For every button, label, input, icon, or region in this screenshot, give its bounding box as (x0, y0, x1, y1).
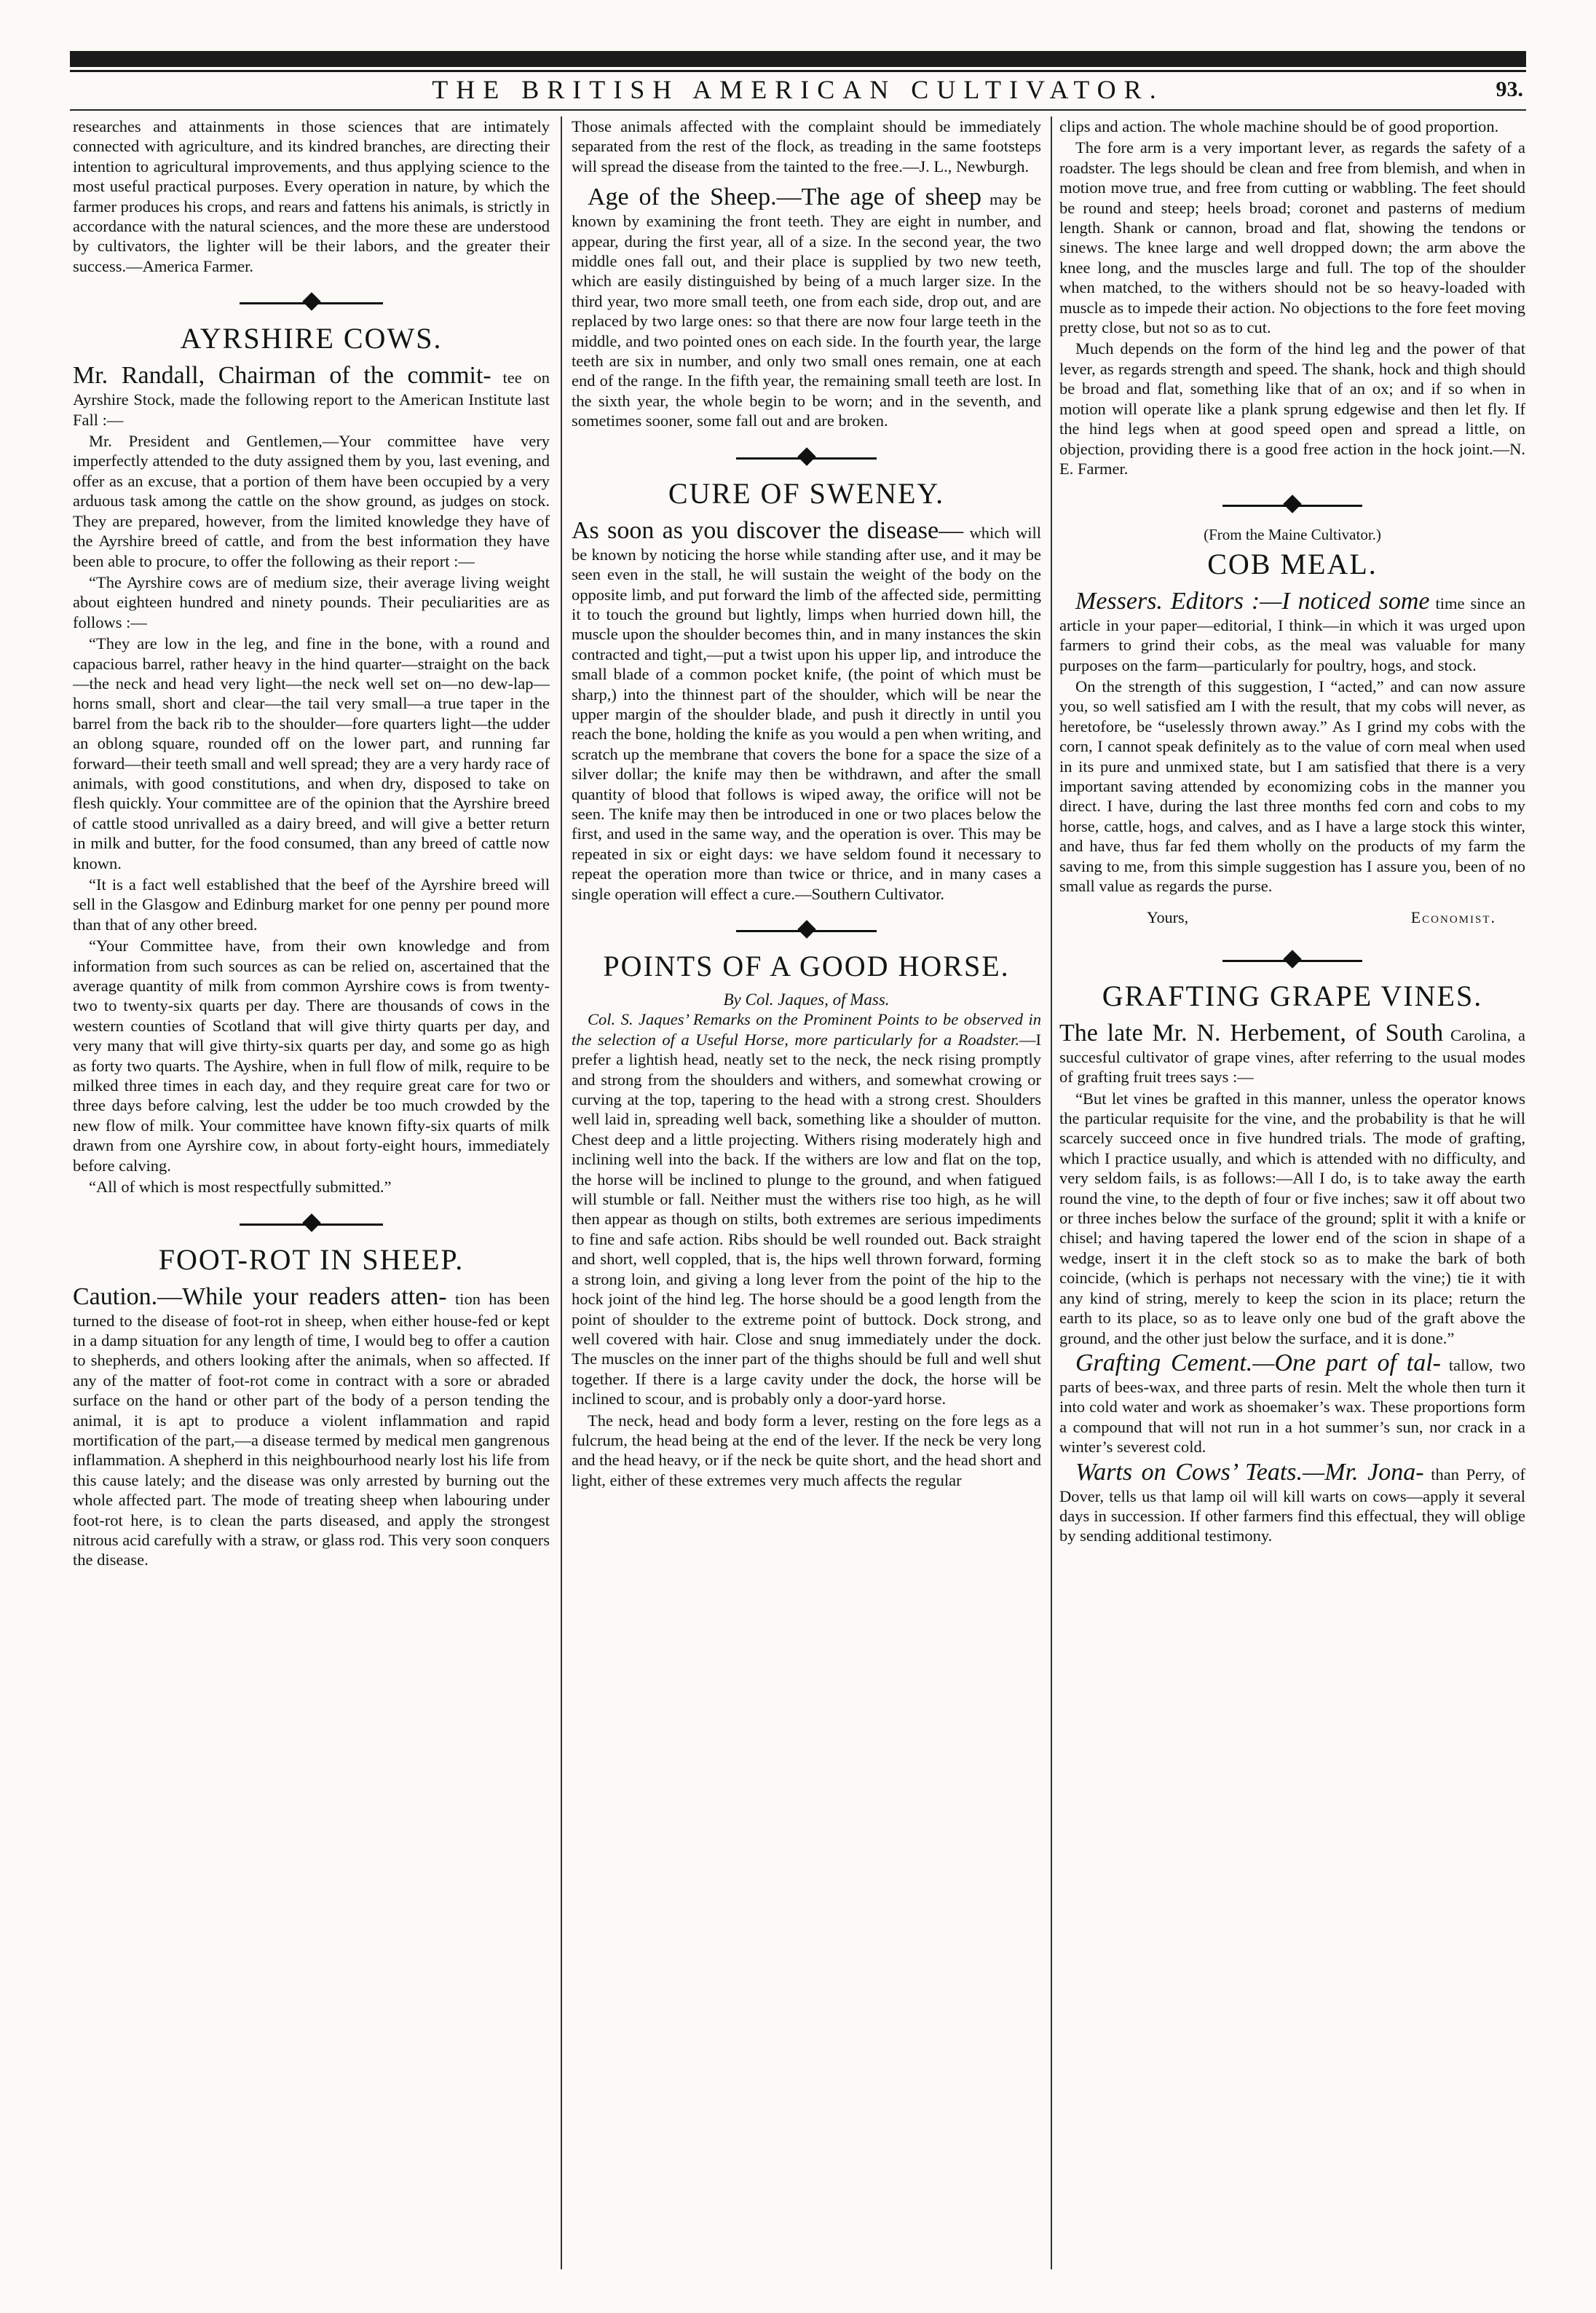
cob-source: (From the Maine Cultivator.) (1204, 526, 1381, 544)
header-rule (70, 109, 1526, 111)
cement-lead: Grafting Cement.—One part of tal- (1075, 1349, 1441, 1376)
ayrshire-lead: Mr. Randall, Chairman of the commit- (73, 362, 491, 390)
cob-heading: COB MEAL. (1207, 547, 1378, 580)
ayrshire-paragraph: “All of which is most respectfully submitted.” (89, 1178, 392, 1197)
horse-continuation: clips and action. The whole machine should be of good proportion. (1059, 117, 1499, 135)
age-body: may be known by examining the front teeth. They are eight in number, and appear, during the first year, all of a size. In the second year, the two middle ones fall out, and their place is supplied by two new teeth, which are easily distinguished by being of a much larger size. In the third year, two more small teeth, one from each side, drop out, and are replaced by two large ones: so that there are now four large teeth in the middle, and two pointed ones on each side. In the fourth year, the large teeth are six in number, and only two small ones remain, one at each end of the range. In the fifth year, the remaining small teeth are lost. In the sixth year, the whole begin to be worn; and in the seventh, and sometimes sooner, some fall out and are broken. (572, 190, 1041, 430)
horse-paragraph: Much depends on the form of the hind leg and the power of that lever, as regards strength and speed. The shank, hock and thigh should be broad and flat, something like that of an ox; and if so when in motion will operate like a plank sprung edgewise and then let fly. If the hind legs when at good speed open and spread a little, on objection, providing there is a good free action in the hock joint.—N. E. Farmer. (1059, 339, 1525, 478)
column-1 (73, 117, 550, 2269)
cement-body: tallow, two parts of bees-wax, and three parts of resin. Melt the whole then turn it into cold water and work as shoemaker’s wax. These proportions form a compound that will not run in a hot summer’s sun, nor crack in a winter’s severest cold. (1059, 1355, 1525, 1457)
grape-lead: The late Mr. N. Herbement, of South (1059, 1019, 1444, 1047)
masthead-title: THE BRITISH AMERICAN CULTIVATOR. (432, 75, 1164, 104)
section-ornament (572, 921, 1041, 940)
ayrshire-paragraph: “They are low in the leg, and fine in the bone, with a round and capacious barrel, rather heavy in the hind quarter—straight on the back—the neck and head very light—the neck well set on—no dew-lap—horns small, short and clear—the tail very small—a true taper in the barrel from the back rib to the shoulder—fore quarters light—the udder an oblong square, rounded off on the lower part, and running far forward—their teeth small and well spread; they are a very hardy race of animals, with good constitutions, and when dry, disposed to take on flesh quickly. Your committee are of the opinion that the Ayrshire breed of cattle stood unrivalled as a dairy breed, and will give a better return in milk and butter, for the food consumed, than any breed of cattle now known. (73, 634, 550, 872)
cob-signature: Economist. (1410, 908, 1496, 927)
cob-lead: Messers. Editors :—I noticed some (1075, 587, 1430, 615)
intro-paragraph: researches and attainments in those sciences that are intimately connected with agriculture, and its kindred branches, are directing their intention to agricultural improvements, and thus applying science to the most useful practical purposes. Every operation in nature, by which the farmer produces his crops, and rears and fattens his animals, is strictly in accordance with the natural sciences, and the more these are understood by cultivators, the lighter will be their labors, and the greater their success.—America Farmer. (73, 117, 550, 275)
warts-lead: Warts on Cows’ Teats.—Mr. Jona- (1075, 1458, 1424, 1486)
cob-paragraph: On the strength of this suggestion, I “acted,” and can now assure you, so well satisfied am I with the result, that my cobs will never, as heretofore, be “uselessly thrown away.” As I grind my cobs with the corn, I cannot speak definitely as to the value of corn meal when used in its pure and unmixed state, but I am satisfied that there is a very important saving attended by economizing cobs in the manner you direct. I have, during the last three months fed corn and cobs to my horse, cattle, hogs, and calves, and as I have a large stock this winter, and have, thus far fed them wholly on the products of my farm the saving to me, from this simple suggestion has I assure you, been of no small value as regards the purse. (1059, 677, 1525, 895)
sweeney-heading: CURE OF SWENEY. (668, 476, 945, 510)
horse-paragraph: —I prefer a lightish head, neatly set to the neck, the neck rising promptly and strong from the shoulders and withers, and somewhat crowing or curving at the top, tapering to the head with a strong crest. Shoulders well laid in, spreading well back, something like a shoulder of mutton. Chest deep and a little projecting. Withers rising moderately high and inclining well into the back. If the withers are low and flat on the top, the horse will be inclined to plunge to the ground, and when fatigued will stumble or fall. Neither must the withers rise too high, as he will then appear as though on stilts, both extremes are serious impediments to fine and safe action. Ribs should be well rounded out. Back straight and short, well coppled, that is, the hips well thrown forward, forming a strong loin, and giving a long lever from the point of the hip to the hock joint of the hind leg. The horse should be a good length from the point of shoulder to the extreme point of buttock. Dock strong, and well covered with hair. Close and snug immediately under the dock. The muscles on the inner part of the thighs should be full and well shut together. If there is a large cavity under the dock, the horse will be inclined to scour, and is probably only a door-yard horse. (572, 1030, 1041, 1408)
horse-paragraph: The neck, head and body form a lever, resting on the fore legs as a fulcrum, the head being at the end of the lever. If the neck be very long and the head heavy, or if the neck be quite short, and the head short and light, either of these extremes very much affects the regular (572, 1411, 1041, 1489)
ayrshire-lead-rest: tee on Ayrshire Stock, made the following report to the American Institute last Fall :— (73, 369, 550, 429)
column-divider (1051, 117, 1052, 2269)
grape-heading: GRAFTING GRAPE VINES. (1102, 979, 1483, 1012)
section-ornament (73, 1215, 550, 1234)
masthead-rule-thin (70, 70, 1526, 72)
intro-paragraph: Those animals affected with the complaint should be immediately separated from the rest of the flock, as treading in the same footsteps will spread the disease from the tainted to the free.—J. L., Newburgh. (572, 117, 1041, 176)
cob-yours: Yours, (1147, 908, 1189, 927)
footrot-lead: Caution.—While your readers atten- (73, 1282, 447, 1310)
footrot-body: tion has been turned to the disease of foot-rot in sheep, when either house-fed or kept in a damp situation for any length of time, I would beg to offer a caution to shepherds, and others looking after the animals, when so affected. If any of the matter of foot-rot come in contract with a sore or abraded surface on the hand or other part of the body of a person tending the animal, it is apt to produce a violent inflammation and rapid mortification of the part,—a disease termed by medical men gangrenous inflammation. A shepherd in this neighbourhood nearly lost his life from this cause lately; and the disease was only arrested by burning out the whole affected part. The mode of treating sheep when labouring under foot-rot here, is to clean the parts diseased, and apply the strongest nitrous acid carefully with a straw, or glass rod. This very soon conquers the disease. (73, 1289, 550, 1569)
grape-paragraph: Carolina, a succesful cultivator of grape vines, after referring to the usual modes of grafting fruit trees says :— (1059, 1025, 1525, 1087)
ayrshire-paragraph: “It is a fact well established that the beef of the Ayrshire breed will sell in the Glasgow and Edinburg market for one penny per pound more than that of any other breed. (73, 875, 550, 934)
column-2 (572, 117, 1041, 2269)
section-ornament (73, 293, 550, 312)
section-ornament (572, 449, 1041, 468)
page-number: 93. (1496, 77, 1523, 101)
horse-byline: By Col. Jaques, of Mass. (723, 990, 890, 1009)
column-3 (1059, 117, 1525, 2269)
section-ornament (1059, 951, 1525, 970)
ayrshire-paragraph: Mr. President and Gentlemen,—Your committee have very imperfectly attended to the duty assigned them by you, last evening, and offer as an excuse, that a portion of them have been occupied by a very arduous task among the cattle on the show ground, as judges on stock. They are prepared, however, from the limited knowledge they have of the Ayrshire breed of cattle, and from the best information they have been able to procure, to offer the following as their report :— (73, 432, 550, 570)
ayrshire-paragraph: “The Ayrshire cows are of medium size, their average living weight about eighteen hundred and ninety pounds. Their peculiarities are as follows :— (73, 572, 550, 631)
ayrshire-paragraph: “Your Committee have, from their own knowledge and from information from such sources as can be relied on, ascertained that the average quantity of milk from common Ayrshire cows is from twenty-two to twenty-six quarts per day. There are thousands of cows in the western counties of Scotland that will give thirty quarts per day, and very many that will give thirty-six quarts per day, and some go as high as forty two quarts. The Ayshire, when in full flow of milk, require to be milked three times in each day, and they require great care for two or three days before calving, lest the udder be too much crowded by the new flow of milk. Your committee have known fifty-six quarts of milk drawn from one Ayrshire cow, in about forty-eight hours, immediately before calving. (73, 937, 550, 1175)
cob-signoff (1059, 897, 1525, 933)
sweeney-lead: As soon as you discover the disease— (572, 516, 964, 544)
horse-subhead: Col. S. Jaques’ Remarks on the Prominent Points to be observed in the selection of a Useful Horse, more particularly for a Roadster. (572, 1010, 1041, 1049)
footrot-heading: FOOT-ROT IN SHEEP. (158, 1242, 465, 1276)
grape-paragraph: “But let vines be grafted in this manner, unless the operator knows the particular requisite for the vine, and the probability is that he will scarcely succeed once in five hundred trials. The mode of grafting, which I practice usually, and which is attended with no difficulty, and very seldom fails, is as follows:—All I do, is to take away the earth round the vine, to the depth of four or five inches; saw it off about two or three inches below the surface of the ground; split it with a knife or chisel; and having tapered the lower end of the scion in shape of a wedge, insert it in the cleft stock so as to make the bark of both coincide, (which is perhaps not necessary with the vine;) tie it with any kind of string, merely to keep the scion in its place; return the earth to its place, so as to leave only one bud of the graft above the ground, and the other just below the surface, and it is done.” (1059, 1089, 1525, 1347)
sweeney-body: which will be known by noticing the horse while standing after use, and it may be seen even in the stall, he will sustain the weight of the body on the opposite limb, and put forward the limb of the affected side, permitting it to touch the ground but lightly, limps when hurried down hill, the muscle upon the shoulder becomes thin, and in many instances the skin contracted and tight,—put a twist upon his upper lip, and introduce the small blade of a common pocket knife, (the point of which must be sharp,) into the thinnest part of the shoulder, which will be near the upper margin of the shoulder blade, and push it directly in until you reach the bone, holding the knife as you would a pen when writing, and scratch up the membrane that covers the bone for a space the size of a silver dollar; the knife may then be withdrawn, and after the small quantity of blood that follows is wiped away, the orifice will not be seen. The knife may then be introduced in one or two places below the first, and used in the same way, and the operation is over. This may be repeated in six or eight days: we have seldom found it necessary to repeat the operation more than twice or thrice, and in many cases a single operation will effect a cure.—Southern Cultivator. (572, 523, 1041, 903)
ayrshire-heading: AYRSHIRE COWS. (180, 322, 443, 355)
horse-paragraph: The fore arm is a very important lever, as regards the safety of a roadster. The legs should be clean and free from blemish, and when in motion move true, and free from cutting or wabbling. The feet should be round and steep; heels broad; coronet and pasterns of medium length. Shank or cannon, broad and flat, showing the tendons or sinews. The knee large and well dropped down; the arm above the knee long, and the muscles large and full. The top of the shoulder when matched, to the withers should not be so heavy-loaded with muscle as to impede their action. No objections to the fore feet moving pretty close, but not so as to cut. (1059, 138, 1525, 337)
cob-paragraph: time since an article in your paper—editorial, I think—in which it was urged upon farmers to grind their cobs, as the meal was valuable for many purposes on the farm—particularly for poultry, hogs, and stock. (1059, 594, 1525, 674)
horse-heading: POINTS OF A GOOD HORSE. (603, 950, 1010, 982)
section-ornament (1059, 496, 1525, 515)
warts-body: than Perry, of Dover, tells us that lamp oil will kill warts on cows—apply it several days in succession. If other farmers find this effectual, they will oblige by sending additional testimony. (1059, 1465, 1525, 1545)
masthead-rule-thick (70, 51, 1526, 67)
age-lead: Age of the Sheep.—The age of sheep (588, 184, 982, 211)
column-divider (561, 117, 562, 2269)
